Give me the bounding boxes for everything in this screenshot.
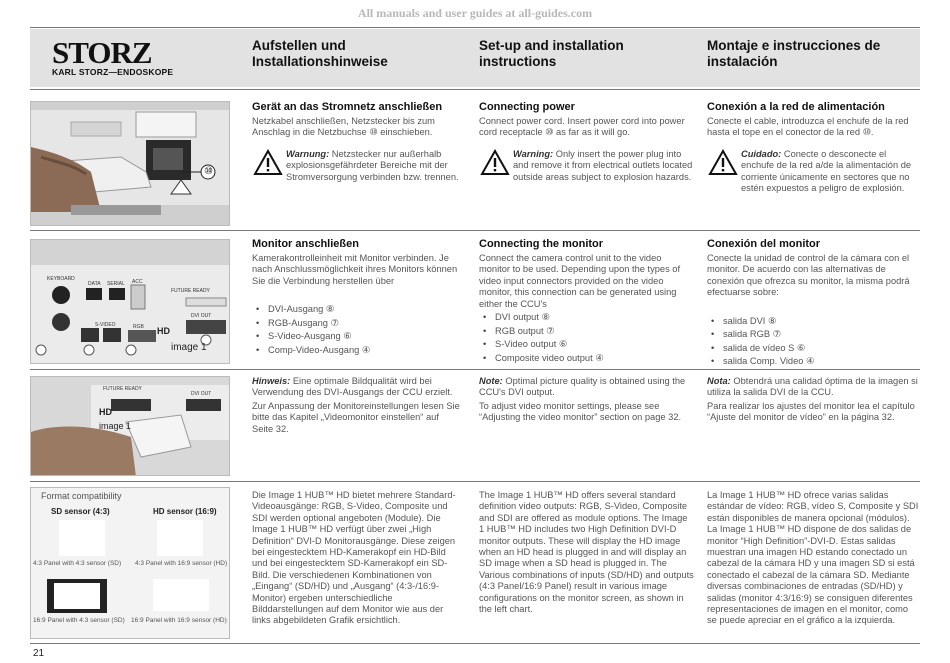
rear-label-hd: HD — [157, 326, 170, 336]
monitor-list-de — [252, 303, 462, 357]
monitor-section-es — [707, 238, 917, 369]
port-label-keyboard: KEYBOARD — [47, 276, 75, 282]
monitor-list-en — [479, 311, 694, 365]
caption-169-hd: 16:9 Panel with 16:9 sensor (HD) — [131, 617, 227, 624]
section-rule — [30, 481, 920, 482]
rear-panel-image — [30, 239, 230, 364]
formats-section-es — [707, 490, 920, 627]
warning-icon — [479, 149, 511, 176]
note-label-de: Hinweis: — [252, 376, 291, 386]
power-warning-de — [252, 149, 462, 183]
formats-text-en: The Image 1 HUB™ HD offers several standard definition video outputs: RGB, S-Video, Composite and SDI are offered as module options. The Image 1 HUB™ HD includes two High Definition DVI-D monitor outputs. These will display the HD image when an HD head is plugged in and will display an SD image when a SD head is plugged in. The Various combinations of inputs (SD/HD) and outputs (4:3 Panel/16:9 Panel) result in various image configurations on the monitor screen, as shown in the left chart. — [479, 490, 694, 615]
caption-43-hd: 4:3 Panel with 16:9 sensor (HD) — [135, 560, 228, 567]
list-item: • Composite video output ④ — [479, 352, 694, 366]
note-text2-en: To adjust video monitor settings, please see “Adjusting the video monitor” section on page 32. — [479, 400, 682, 423]
bottom-rule — [30, 643, 920, 644]
panel-169-sd — [47, 579, 107, 613]
port-label-acc: ACC — [132, 279, 143, 285]
logo-brand: STORZ — [52, 35, 152, 70]
power-section-es — [707, 101, 917, 194]
note-section-de — [252, 376, 462, 435]
power-section-en — [479, 101, 694, 183]
list-item: • RGB-Ausgang ⑦ — [252, 317, 462, 331]
warning-text-de: Netzstecker nur außerhalb explosionsgefährdeter Bereiche mit der Stromversorgung verbinden bzw. trennen. — [286, 148, 459, 182]
watermark: All manuals and user guides at all-guides.com — [357, 6, 593, 20]
dvi-label-hd: HD — [99, 407, 112, 417]
page-number: 21 — [33, 648, 45, 659]
power-heading-en: Connecting power — [479, 101, 575, 113]
monitor-heading-es: Conexión del monitor — [707, 238, 821, 250]
power-warning-en — [479, 149, 694, 183]
port-label-s-video: S-VIDEO — [95, 322, 116, 328]
formats-section-en — [479, 490, 694, 615]
warning-label-de: Warnung: — [286, 148, 330, 159]
format-compatibility-chart — [30, 487, 230, 639]
note-text-de: Eine optimale Bildqualität wird bei Verwendung des DVI-Ausgangs der CCU erzielt. — [252, 376, 453, 398]
warning-icon — [707, 149, 739, 176]
note-text2-de: Zur Anpassung der Monitoreinstellungen lesen Sie bitte das Kapitel „Videomonitor einstellen“ auf Seite 32. — [252, 400, 460, 434]
port-label-rgb: RGB — [133, 324, 144, 330]
hd-sensor-heading: HD sensor (16:9) — [153, 507, 217, 516]
monitor-text-es: Conecte la unidad de control de la cámara con el monitor. De acuerdo con las alternativas de conexión que ofrezca su monitor, la misma podrá efectuarse sobre: — [707, 253, 910, 298]
note-label-en: Note: — [479, 376, 503, 386]
power-text-es: Conecte el cable, introduzca el enchufe de la red hasta el tope en el conector de la red ⑩. — [707, 116, 909, 138]
note-section-en — [479, 376, 694, 424]
column-title-en: Set-up and installation instructions — [479, 38, 624, 69]
port-label-serial: SERIAL — [107, 281, 125, 287]
panel-169-hd — [153, 579, 209, 611]
header-rule — [30, 89, 920, 90]
page-header — [30, 29, 920, 87]
power-connection-image — [30, 101, 230, 226]
power-text-de: Netzkabel anschließen, Netzstecker bis zum Anschlag in die Netzbuchse ⑩ einschieben. — [252, 116, 435, 138]
list-item: • RGB output ⑦ — [479, 325, 694, 339]
logo-sub: KARL STORZ—ENDOSKOPE — [52, 67, 174, 77]
top-rule — [30, 27, 920, 28]
list-item: • salida RGB ⑦ — [707, 328, 917, 342]
monitor-list-es — [707, 315, 917, 369]
list-item: • S-Video-Ausgang ⑥ — [252, 330, 462, 344]
warning-label-en: Warning: — [513, 148, 554, 159]
power-text-en: Connect power cord. Insert power cord into power cord receptacle ⑩ as far as it will go. — [479, 116, 685, 138]
caption-169-sd: 16:9 Panel with 4:3 sensor (SD) — [33, 617, 125, 624]
sd-sensor-heading: SD sensor (4:3) — [51, 507, 110, 516]
monitor-text-de: Kamerakontrolleinheit mit Monitor verbinden. Je nach Anschlussmöglichkeit ihres Monitors können Sie die Verbindung herstellen über — [252, 253, 458, 286]
dvi-port-label-dvi: DVI OUT — [191, 391, 212, 397]
format-chart-title: Format compatibility — [41, 491, 122, 501]
power-section-de — [252, 101, 462, 183]
power-heading-es: Conexión a la red de alimentación — [707, 101, 885, 113]
port-label-future-ready: FUTURE READY — [171, 288, 210, 294]
panel-43-sd — [59, 520, 105, 556]
monitor-section-en — [479, 238, 694, 365]
dvi-connection-image — [30, 376, 230, 476]
column-title-es: Montaje e instrucciones de instalación — [707, 38, 881, 69]
formats-section-de — [252, 490, 462, 627]
monitor-text-en: Connect the camera control unit to the video monitor to be used. Depending upon the types of video input connectors provided on the video monitor, this connection can be generated using either the CCU's — [479, 253, 681, 309]
warning-text-en: Only insert the power plug into and remove it from electrical outlets located outside areas subject to explosion hazards. — [513, 148, 693, 182]
dvi-port-label-future: FUTURE READY — [103, 386, 142, 392]
power-callout-number: ⑩ — [204, 166, 213, 177]
storz-logo — [52, 35, 192, 77]
note-text-en: Optimal picture quality is obtained using the CCU's DVI output. — [479, 376, 686, 398]
warning-label-es: Cuidado: — [741, 148, 782, 159]
formats-text-de: Die Image 1 HUB™ HD bietet mehrere Standard-Videoausgänge: RGB, S-Video, Composite und SDI werden optional angeboten (Module). Die Image 1 HUB™ HD verfügt über zwei „High Definition“ DVI-D Monitorausgänge. Diese zeigen bei eingestecktem HD-Kamerakopf ein HD-Bild und bei eingestecktem SD-Kamerakopf ein SD-Bild. Die verschiedenen Kombinationen von „Eingang“ (SD/HD) und „Ausgang“ (4:3-/16:9-Monitor) ergeben unterschiedliche Bilddarstellungen auf dem Monitor wie aus der links abgebildeten Grafik ersichtlich. — [252, 490, 456, 626]
note-label-es: Nota: — [707, 376, 731, 386]
monitor-heading-de: Monitor anschließen — [252, 238, 359, 250]
monitor-heading-en: Connecting the monitor — [479, 238, 604, 250]
section-rule — [30, 230, 920, 231]
list-item: • S-Video output ⑥ — [479, 338, 694, 352]
rear-label-image: image 1 — [171, 342, 207, 353]
power-warning-es — [707, 149, 917, 195]
section-rule — [30, 369, 920, 370]
column-title-de: Aufstellen und Installationshinweise — [252, 38, 388, 69]
formats-text-es: La Image 1 HUB™ HD ofrece varias salidas estándar de vídeo: RGB, vídeo S, Composite y SDI están disponibles de manera opcional (módulos). La Image 1 HUB™ HD dispone de dos salidas de monitor “High Definition”-DVI-D. Estas salidas muestran una imagen HD estando conectado un cabezal de la cámara HD y una imagen SD si está conectado el cabezal de la cámara SD. Mediante diversas combinaciones de entradas (SD/HD) y salidas (monitor 4:3/16:9) se consiguen diferentes representaciones de imagen en el monitor, como se puede apreciar en el gráfico a la izquierda. — [707, 490, 919, 626]
panel-43-hd — [157, 520, 203, 556]
list-item: • DVI output ⑧ — [479, 311, 694, 325]
warning-text-es: Conecte o desconecte el enchufe de la red a/de la alimentación de corriente únicamente en sectores que no estén expuestos a peligro de explosión. — [741, 148, 912, 194]
list-item: • salida Comp. Video ④ — [707, 355, 917, 369]
port-label-dvi-out: DVI OUT — [191, 313, 212, 319]
port-label-data: DATA — [88, 281, 101, 287]
list-item: • salida de vídeo S ⑥ — [707, 342, 917, 356]
note-section-es — [707, 376, 920, 424]
power-heading-de: Gerät an das Stromnetz anschließen — [252, 101, 443, 113]
warning-icon — [252, 149, 284, 176]
list-item: • DVI-Ausgang ⑧ — [252, 303, 462, 317]
note-text-es: Obtendrá una calidad óptima de la imagen si utiliza la salida DVI de la CCU. — [707, 376, 918, 398]
list-item: • Comp-Video-Ausgang ④ — [252, 344, 462, 358]
list-item: • salida DVI ⑧ — [707, 315, 917, 329]
dvi-label-image: image 1 — [99, 421, 132, 431]
monitor-section-de — [252, 238, 462, 357]
caption-43-sd: 4:3 Panel with 4:3 sensor (SD) — [33, 560, 122, 567]
note-text2-es: Para realizar los ajustes del monitor lea el capítulo “Ajuste del monitor de vídeo” en la página 32. — [707, 400, 915, 423]
